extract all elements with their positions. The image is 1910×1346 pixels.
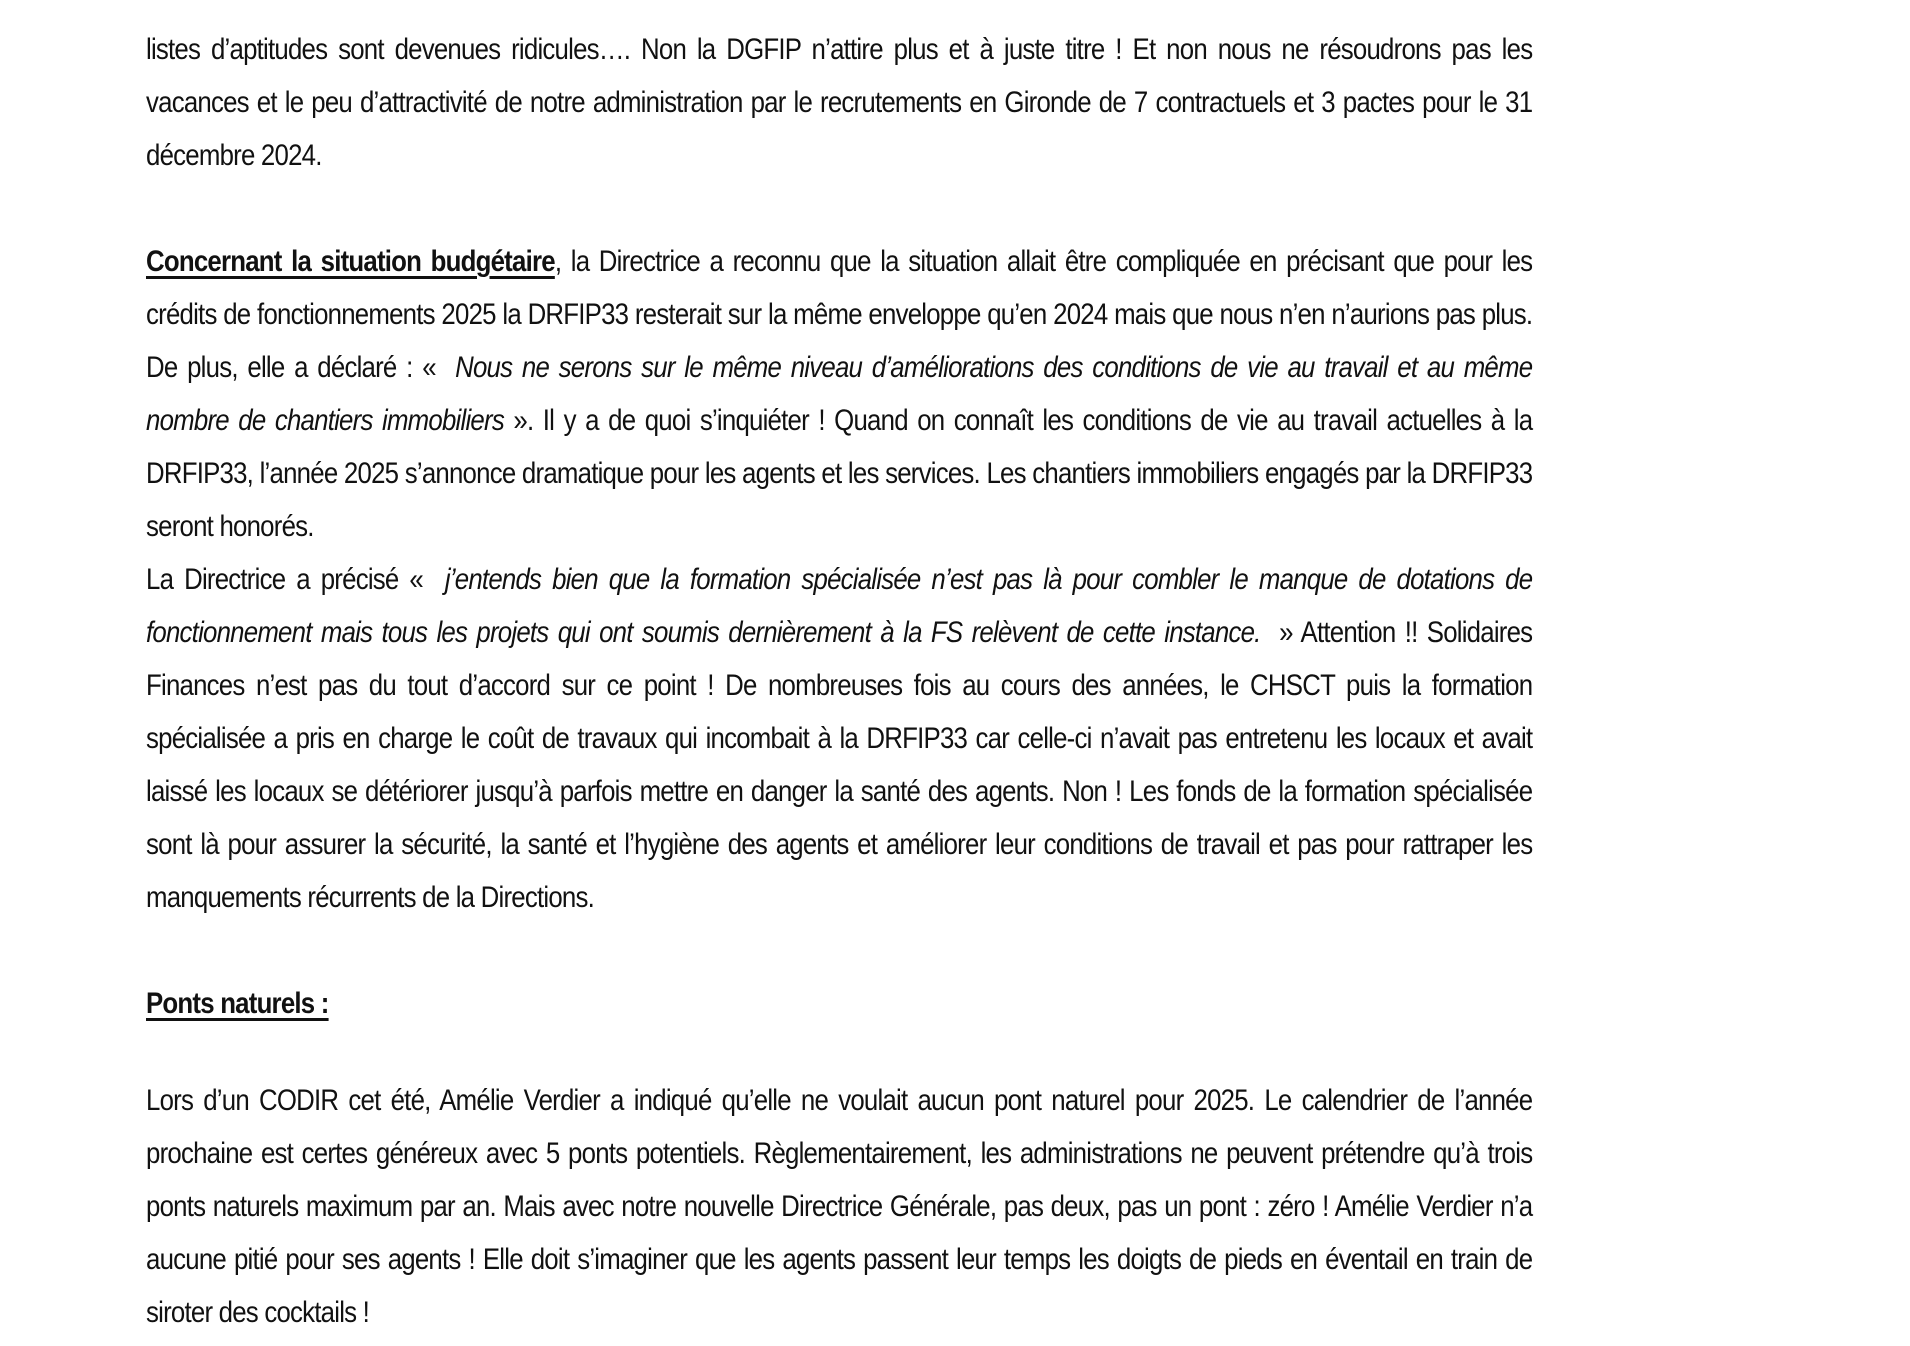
- budget-heading: Concernant la situation budgétaire: [146, 245, 555, 278]
- directrice-paragraph: [146, 553, 1532, 924]
- budget-text-end: ». Il y a de quoi s’inquiéter ! Quand on connaît les conditions de vie au travail actuelles à la DRFIP33, l’année 2025 s’annonce dramatique pour les agents et les services. Les chantiers immobiliers engagés par la DRFIP33 seront honorés.: [146, 404, 1533, 543]
- budget-text-start: , la Directrice a reconnu que la situation allait être compliquée en précisant que pour les crédits de fonctionnements 2025 la DRFIP33 resterait sur la même enveloppe qu’en 2024 mais que nous n’en n’aurions pas plus. De plus, elle a déclaré : «: [146, 245, 1533, 384]
- document-page: [146, 0, 1532, 1339]
- directrice-quote: j’entends bien que la formation spécialisée n’est pas là pour combler le manque de dotations de fonctionnement mais tous les projets qui ont soumis dernièrement à la FS relèvent de cette instance.: [146, 563, 1533, 649]
- ponts-heading-line: [146, 977, 1532, 1030]
- directrice-text-end: » Attention !! Solidaires Finances n’est pas du tout d’accord sur ce point ! De nombreuses fois au cours des années, le CHSCT puis la formation spécialisée a pris en charge le coût de travaux qui incombait à la DRFIP33 car celle-ci n’avait pas entretenu les locaux et avait laissé les locaux se détériorer jusqu’à parfois mettre en danger la santé des agents. Non ! Les fonds de la formation spécialisée sont là pour assurer la sécurité, la santé et l’hygiène des agents et améliorer leur conditions de travail et pas pour rattraper les manquements récurrents de la Directions.: [146, 616, 1533, 914]
- budget-quote: Nous ne serons sur le même niveau d’améliorations des conditions de vie au travail et au même nombre de chantiers immobiliers: [146, 351, 1533, 437]
- budget-paragraph: [146, 235, 1532, 553]
- ponts-paragraph: Lors d’un CODIR cet été, Amélie Verdier a indiqué qu’elle ne voulait aucun pont naturel pour 2025. Le calendrier de l’année prochaine est certes généreux avec 5 ponts potentiels. Règlementairement, les administrations ne peuvent prétendre qu’à trois ponts naturels maximum par an. Mais avec notre nouvelle Directrice Générale, pas deux, pas un pont : zéro ! Amélie Verdier n’a aucune pitié pour ses agents ! Elle doit s’imaginer que les agents passent leur temps les doigts de pieds en éventail en train de siroter des cocktails !: [146, 1084, 1533, 1329]
- intro-paragraph: listes d’aptitudes sont devenues ridicules…. Non la DGFIP n’attire plus et à juste titre ! Et non nous ne résoudrons pas les vacances et le peu d’attractivité de notre administration par le recrutements en Gironde de 7 contractuels et 3 pactes pour le 31 décembre 2024.: [146, 33, 1533, 172]
- paragraph-spacer: [146, 182, 1532, 235]
- directrice-text-start: La Directrice a précisé «: [146, 563, 445, 596]
- ponts-heading: Ponts naturels :: [146, 987, 329, 1020]
- paragraph-spacer: [146, 1030, 1532, 1074]
- paragraph-spacer: [146, 924, 1532, 977]
